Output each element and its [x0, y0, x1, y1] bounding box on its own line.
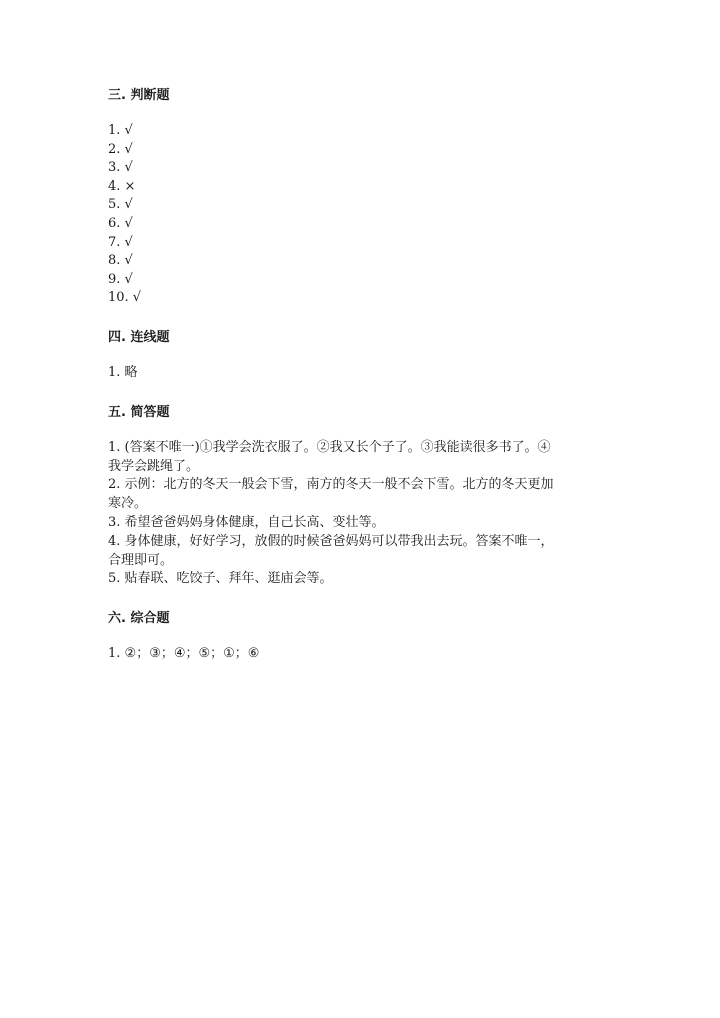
answer-line: 4. × [108, 178, 136, 194]
section-title: 六. 综合题 [108, 611, 170, 627]
section-title: 五. 简答题 [108, 404, 170, 420]
answer-sheet [108, 86, 608, 684]
answer-line: 6. √ [108, 215, 133, 231]
answer-line: 5. √ [108, 197, 133, 213]
answer-line: 3. 希望爸爸妈妈身体健康，自己长高、变壮等。 [108, 514, 385, 530]
section-short-answer [108, 403, 608, 589]
answer-line: 10. √ [108, 290, 142, 306]
answer-line: 8. √ [108, 253, 133, 269]
answer-line: 1. (答案不唯一)①我学会洗衣服了。②我又长个子了。③我能读很多书了。④ [108, 439, 551, 455]
answer-line: 我学会跳绳了。 [108, 458, 200, 474]
answer-line: 合理即可。 [108, 552, 174, 568]
answer-line: 2. 示例：北方的冬天一般会下雪，南方的冬天一般不会下雪。北方的冬天更加 [108, 477, 554, 493]
section-comprehensive [108, 609, 608, 664]
answer-line: 4. 身体健康，好好学习，放假的时候爸爸妈妈可以带我出去玩。答案不唯一， [108, 533, 554, 549]
answer-line: 9. √ [108, 271, 133, 287]
answer-line: 2. √ [108, 141, 133, 157]
answer-line: 1. ②；③；④；⑤；①；⑥ [108, 646, 260, 662]
section-judgement [108, 86, 608, 308]
answer-line: 3. √ [108, 160, 133, 176]
section-title: 四. 连线题 [108, 329, 170, 345]
answer-line: 1. √ [108, 123, 133, 138]
answer-line: 1. 略 [108, 364, 138, 380]
answer-line: 5. 贴春联、吃饺子、拜年、逛庙会等。 [108, 571, 333, 587]
section-matching [108, 328, 608, 383]
answer-line: 7. √ [108, 234, 133, 250]
answer-line: 寒冷。 [108, 496, 148, 512]
section-title: 三. 判断题 [108, 88, 170, 103]
